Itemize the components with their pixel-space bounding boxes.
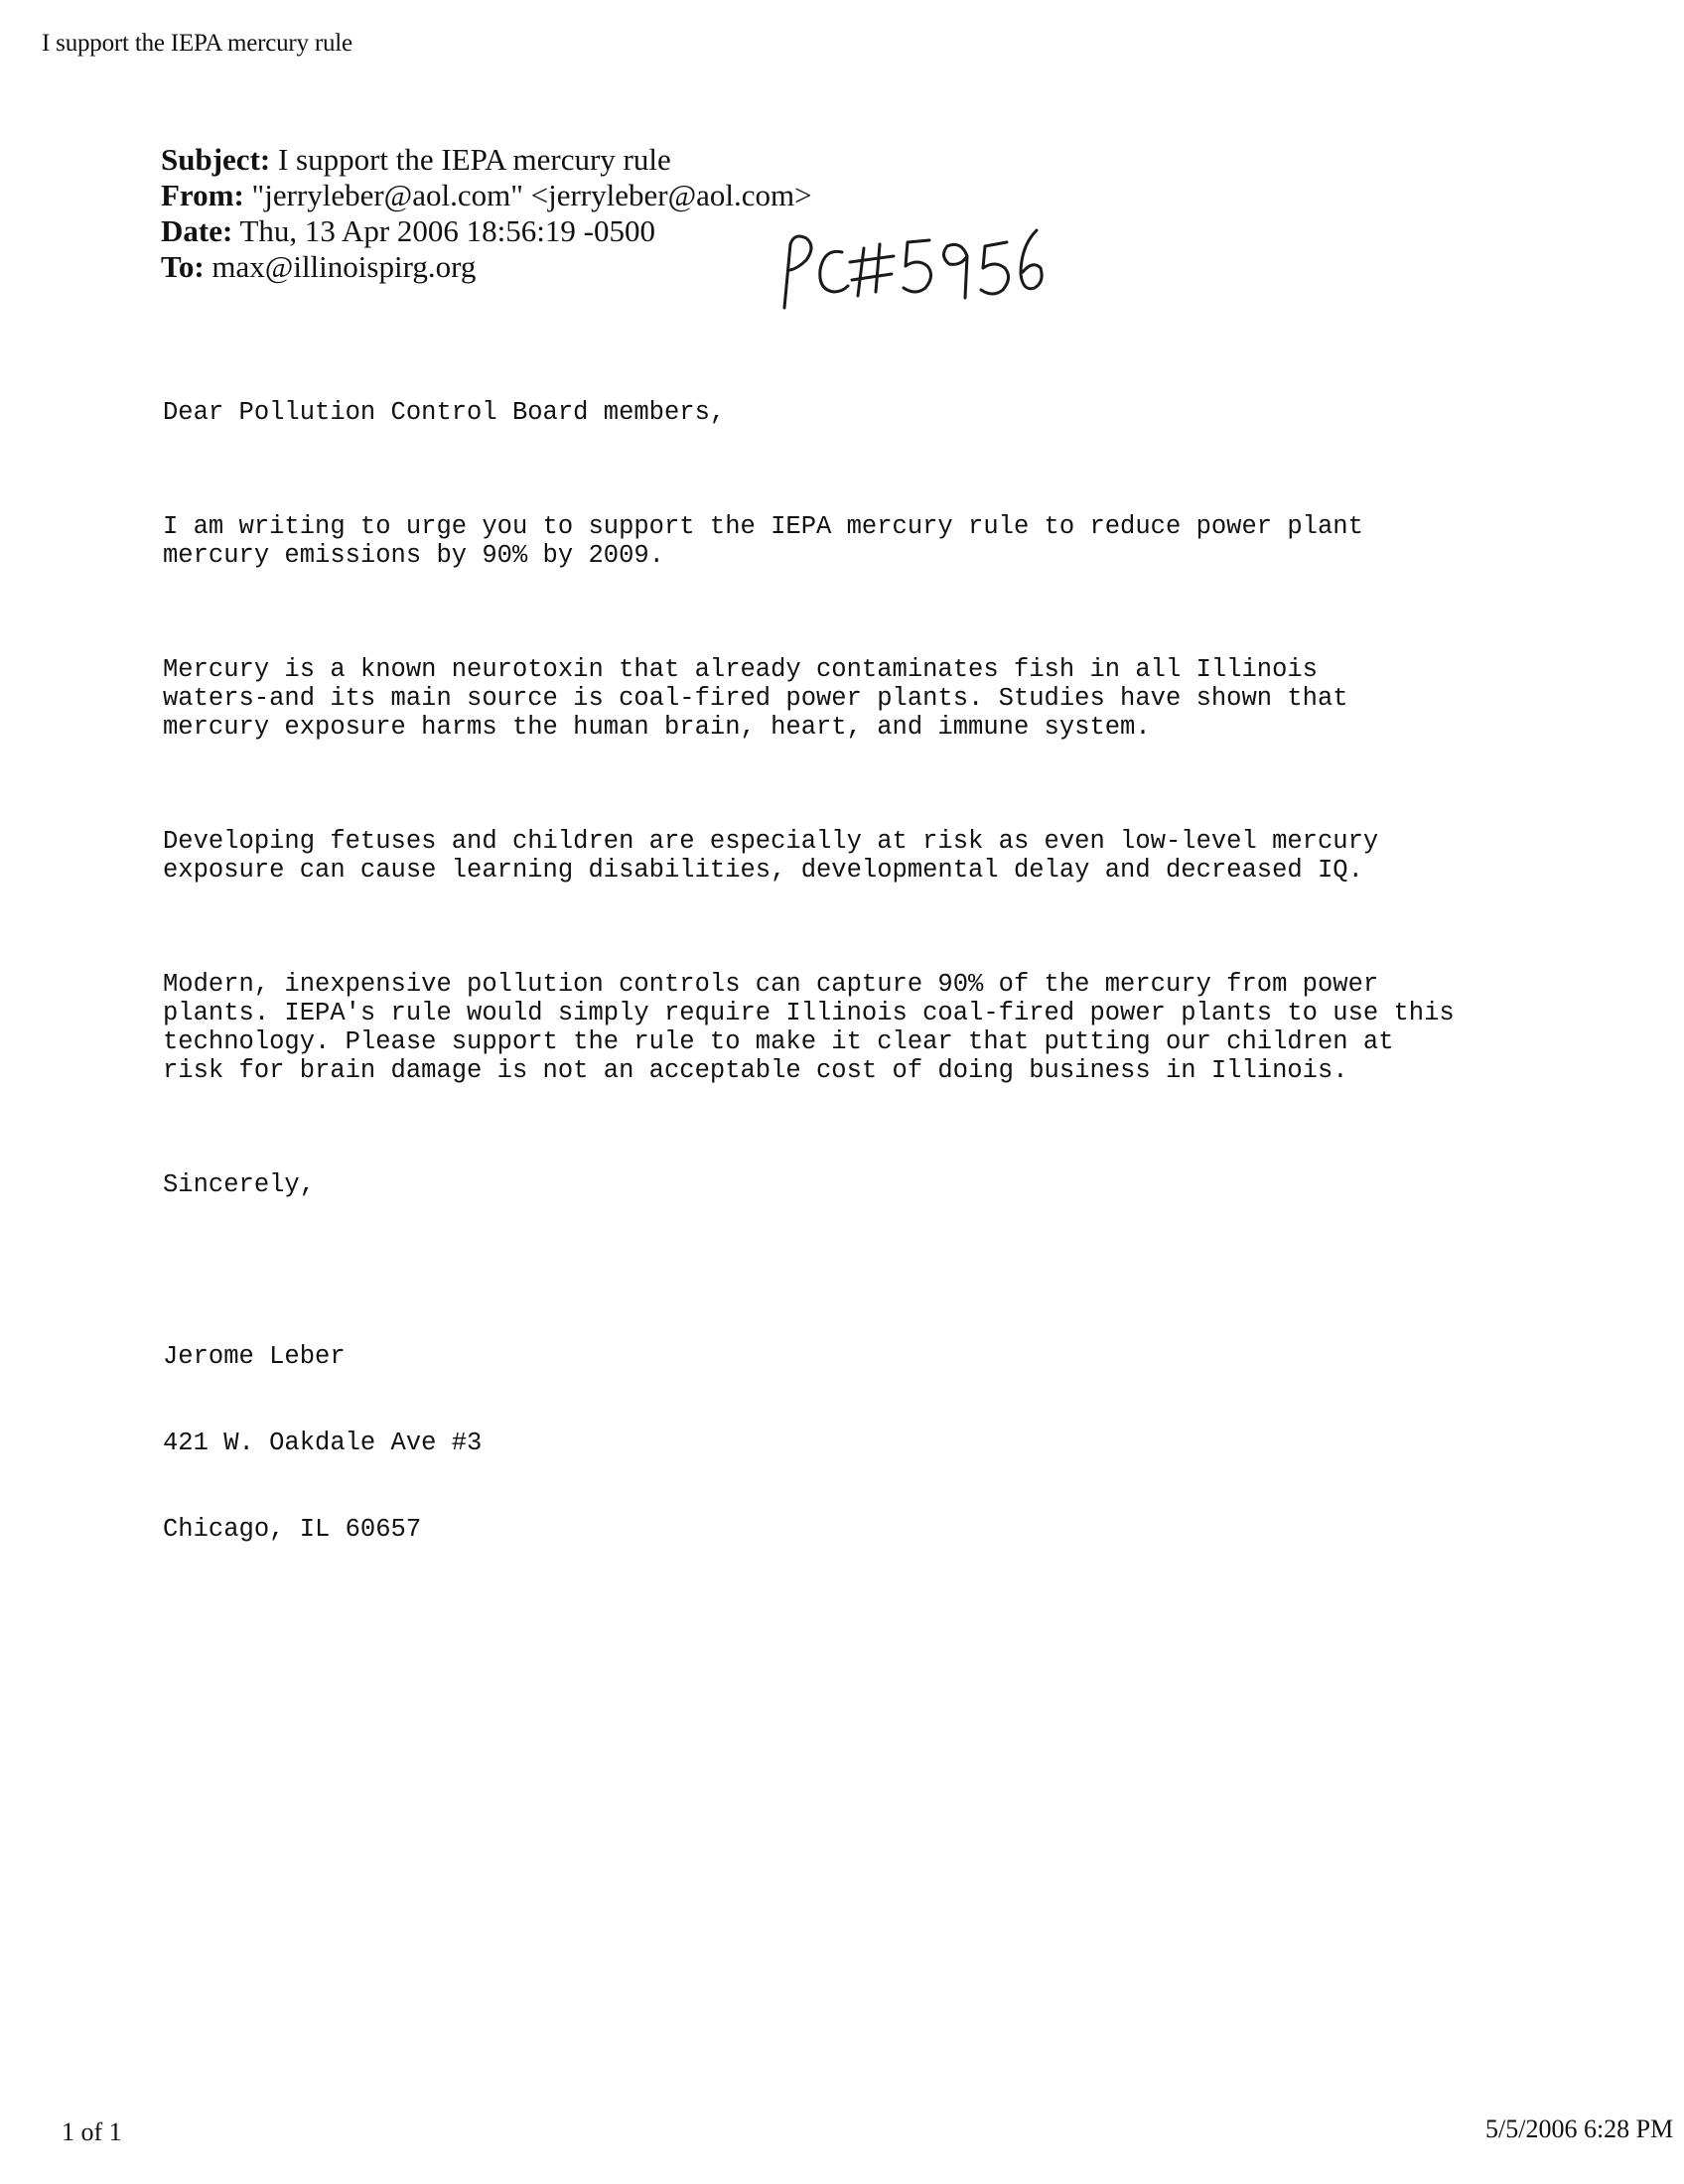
- subject-label: Subject:: [161, 142, 271, 177]
- closing: Sincerely,: [163, 1170, 316, 1199]
- print-timestamp: 5/5/2006 6:28 PM: [1485, 2115, 1674, 2143]
- subject-row: [161, 142, 812, 178]
- signature-address-line1: 421 W. Oakdale Ave #3: [163, 1429, 483, 1457]
- signature-name: Jerome Leber: [163, 1342, 346, 1371]
- subject-value: I support the IEPA mercury rule: [270, 142, 671, 177]
- from-label: From:: [161, 178, 244, 212]
- body-paragraph-4: Modern, inexpensive pollution controls can capture 90% of the mercury from power plants. IEPA's rule would simply require Illinois coal-fired power plants to use this technology. Please support the rule to make it clear that putting our children at risk for brain damage is not an acceptable cost of doing business in Illinois.: [163, 970, 1455, 1085]
- body-paragraph-1: I am writing to urge you to support the IEPA mercury rule to reduce power plant mercury emissions by 90% by 2009.: [163, 512, 1363, 570]
- page-number: 1 of 1: [62, 2117, 122, 2146]
- date-value: Thu, 13 Apr 2006 18:56:19 -0500: [232, 213, 655, 248]
- signature-address-line2: Chicago, IL 60657: [163, 1515, 422, 1544]
- handwritten-note-pc-number: [772, 226, 1060, 326]
- email-header: [161, 142, 812, 285]
- greeting: Dear Pollution Control Board members,: [163, 398, 726, 427]
- from-row: [161, 178, 812, 213]
- page-header-title: I support the IEPA mercury rule: [42, 30, 352, 57]
- from-value: "jerryleber@aol.com" <jerryleber@aol.com>: [243, 178, 812, 212]
- email-body: [163, 341, 1455, 1630]
- signature-block: [163, 1285, 1455, 1601]
- to-row: [161, 249, 812, 285]
- date-row: [161, 213, 812, 249]
- to-label: To:: [161, 249, 205, 284]
- to-value: max@illinoispirg.org: [204, 249, 477, 284]
- body-paragraph-2: Mercury is a known neurotoxin that already contaminates fish in all Illinois waters-and its main source is coal-fired power plants. Studies have shown that mercury exposure harms the human brain, heart, and immune system.: [163, 655, 1348, 742]
- date-label: Date:: [161, 213, 233, 248]
- body-paragraph-3: Developing fetuses and children are especially at risk as even low-level mercury exposure can cause learning disabilities, developmental delay and decreased IQ.: [163, 827, 1379, 885]
